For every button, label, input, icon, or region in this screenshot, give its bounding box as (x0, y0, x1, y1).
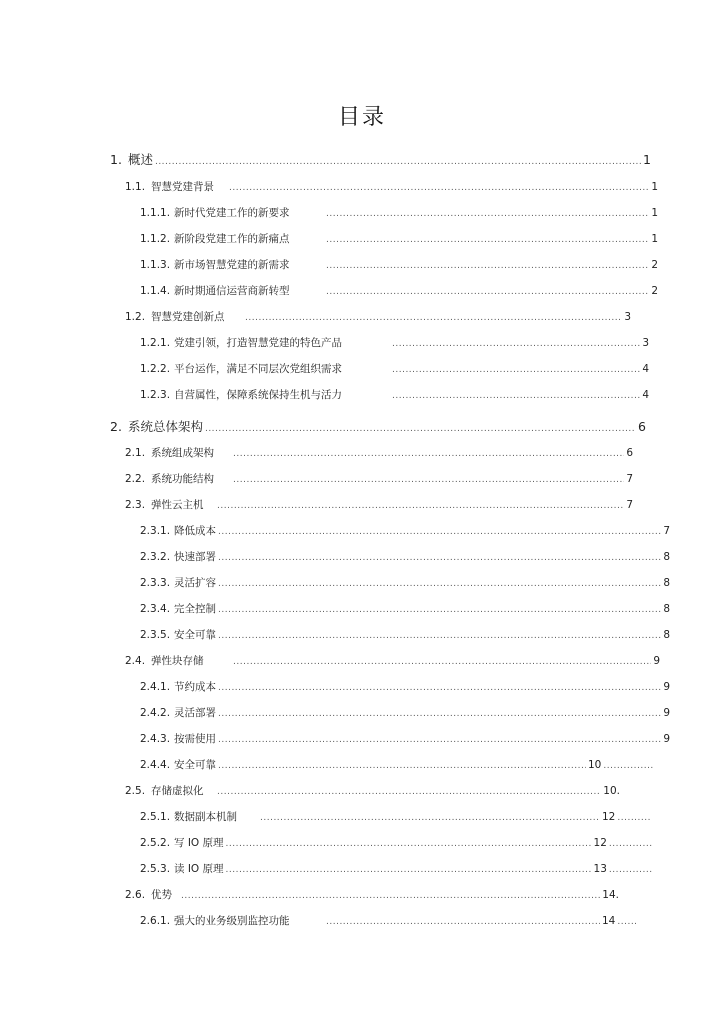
toc-entry-title: 自营属性，保障系统保持生机与活力 (174, 389, 342, 401)
toc-entry[interactable] (140, 362, 649, 377)
toc-entry[interactable] (140, 602, 670, 617)
toc-entry-number: 2.2. (125, 473, 146, 485)
toc-entry-title: 弹性云主机 (151, 499, 204, 511)
toc-entry[interactable] (125, 446, 633, 461)
toc-entry-title: 写 IO 原理 (174, 837, 224, 849)
toc-entry-page: 1 (651, 181, 658, 193)
toc-entry-number: 2.3.4. (140, 603, 171, 615)
toc-entry[interactable] (140, 862, 655, 877)
toc-entry-page: 6 (626, 447, 633, 459)
toc-entry-number: 1.2. (125, 311, 146, 323)
dot-leader (609, 837, 653, 851)
toc-entry-number: 1.1. (125, 181, 146, 193)
toc-entry-number: 2.5. (125, 785, 146, 797)
dot-leader (218, 733, 661, 747)
toc-entry-number: 2.6.1. (140, 915, 171, 927)
toc-entry-title: 系统组成架构 (151, 447, 215, 459)
toc-entry-number: 2.4.2. (140, 707, 171, 719)
toc-entry-title: 存储虚拟化 (151, 785, 204, 797)
toc-entry-page: 12 (593, 837, 607, 849)
dot-leader (326, 259, 649, 273)
toc-entry-number: 2.1. (125, 447, 146, 459)
toc-entry-title: 新时期通信运营商新转型 (174, 285, 290, 297)
toc-entry-number: 2.4.3. (140, 733, 171, 745)
toc-entry-number: 1.2.1. (140, 337, 171, 349)
toc-entry-page: 1 (651, 233, 658, 245)
dot-leader (326, 915, 600, 929)
dot-leader (245, 311, 622, 325)
toc-entry[interactable] (125, 310, 631, 325)
toc-entry[interactable] (140, 336, 649, 351)
dot-leader (326, 285, 649, 299)
dot-leader (326, 207, 649, 221)
toc-entry[interactable] (140, 628, 670, 643)
dot-leader (218, 525, 661, 539)
dot-leader (326, 233, 649, 247)
toc-entry-title: 平台运作，满足不同层次党组织需求 (174, 363, 342, 375)
toc-entry[interactable] (140, 232, 658, 247)
toc-entry-number: 2. (110, 419, 122, 434)
dot-leader (218, 577, 661, 591)
toc-entry[interactable] (140, 388, 649, 403)
toc-entry-number: 1. (110, 152, 122, 167)
toc-entry[interactable] (125, 784, 620, 799)
dot-leader (218, 603, 661, 617)
toc-title: 目录 (337, 105, 386, 130)
toc-entry-page: 12 (602, 811, 616, 823)
dot-leader (226, 863, 592, 877)
toc-entry-title: 弹性块存储 (151, 655, 204, 667)
toc-entry-number: 2.6. (125, 889, 146, 901)
dot-leader (217, 499, 624, 513)
dot-leader (392, 363, 640, 377)
toc-entry-title: 灵活部署 (174, 707, 216, 719)
toc-entry-number: 2.3.1. (140, 525, 171, 537)
toc-entry[interactable] (140, 258, 658, 273)
toc-entry[interactable] (110, 420, 646, 436)
toc-entry[interactable] (110, 153, 651, 169)
toc-entry-number: 2.3. (125, 499, 146, 511)
toc-entry[interactable] (140, 836, 655, 851)
toc-entry[interactable] (140, 550, 670, 565)
toc-entry-number: 2.3.5. (140, 629, 171, 641)
toc-entry-page: 9 (663, 707, 670, 719)
toc-entry-number: 1.1.3. (140, 259, 171, 271)
toc-entry[interactable] (140, 524, 670, 539)
toc-entry[interactable] (125, 180, 658, 195)
toc-entry-title: 党建引领，打造智慧党建的特色产品 (174, 337, 342, 349)
dot-leader (218, 707, 661, 721)
toc-entry[interactable] (140, 914, 640, 929)
toc-entry-number: 2.5.1. (140, 811, 171, 823)
toc-entry-page: 7 (626, 499, 633, 511)
dot-leader (617, 811, 650, 825)
toc-entry-number: 1.1.1. (140, 207, 171, 219)
toc-entry-page: 1 (651, 207, 658, 219)
toc-entry[interactable] (125, 654, 660, 669)
toc-entry-title: 智慧党建背景 (151, 181, 215, 193)
dot-leader (155, 155, 641, 169)
toc-entry-page: 3 (642, 337, 649, 349)
toc-entry-title: 安全可靠 (174, 629, 216, 641)
dot-leader (392, 337, 640, 351)
toc-entry-title: 优势 (151, 889, 173, 901)
toc-entry-title: 按需使用 (174, 733, 216, 745)
dot-leader (233, 447, 624, 461)
toc-entry-number: 1.2.3. (140, 389, 171, 401)
toc-entry-page: 7 (663, 525, 670, 537)
toc-entry-title: 安全可靠 (174, 759, 216, 771)
toc-entry[interactable] (140, 206, 658, 221)
toc-entry-page: 14 (602, 915, 616, 927)
toc-entry-title: 系统总体架构 (127, 419, 203, 434)
dot-leader (218, 759, 586, 773)
dot-leader (218, 629, 661, 643)
dot-leader (226, 837, 592, 851)
toc-entry[interactable] (140, 680, 670, 695)
toc-entry-number: 2.3.2. (140, 551, 171, 563)
toc-entry-page: 6 (638, 419, 646, 434)
toc-entry-number: 1.1.2. (140, 233, 171, 245)
toc-entry-number: 2.5.2. (140, 837, 171, 849)
toc-entry-title: 新市场智慧党建的新需求 (174, 259, 290, 271)
toc-entry-page: 10 (588, 759, 602, 771)
toc-entry-title: 新阶段党建工作的新痛点 (174, 233, 290, 245)
toc-entry-title: 智慧党建创新点 (151, 311, 225, 323)
toc-entry-page: 2 (651, 285, 658, 297)
dot-leader (617, 915, 638, 929)
toc-entry-title: 完全控制 (174, 603, 216, 615)
toc-entry-number: 2.5.3. (140, 863, 171, 875)
toc-entry-title: 新时代党建工作的新要求 (174, 207, 290, 219)
toc-entry-page: 8 (663, 629, 670, 641)
toc-entry[interactable] (140, 576, 670, 591)
toc-entry-title: 系统功能结构 (151, 473, 215, 485)
toc-entry[interactable] (125, 472, 633, 487)
toc-entry-number: 2.4.4. (140, 759, 171, 771)
dot-leader (233, 473, 624, 487)
toc-entry[interactable] (140, 758, 656, 773)
dot-leader (609, 863, 653, 877)
toc-entry-number: 1.2.2. (140, 363, 171, 375)
toc-entry[interactable] (140, 706, 670, 721)
dot-leader (260, 811, 600, 825)
toc-entry-page: 3 (624, 311, 631, 323)
toc-entry-page: 8 (663, 551, 670, 563)
dot-leader (229, 181, 649, 195)
toc-entry-title: 概述 (127, 152, 153, 167)
toc-entry-page: 10. (603, 785, 620, 797)
toc-entry[interactable] (125, 888, 619, 903)
dot-leader (218, 551, 661, 565)
toc-entry[interactable] (140, 810, 652, 825)
dot-leader (181, 889, 600, 903)
toc-entry-page: 7 (626, 473, 633, 485)
toc-entry-page: 9 (653, 655, 660, 667)
dot-leader (233, 655, 651, 669)
toc-entry-title: 强大的业务级别监控功能 (174, 915, 290, 927)
toc-entry-page: 13 (593, 863, 607, 875)
toc-entry-page: 9 (663, 733, 670, 745)
dot-leader (392, 389, 640, 403)
toc-entry-number: 2.4.1. (140, 681, 171, 693)
toc-entry-title: 灵活扩容 (174, 577, 216, 589)
dot-leader (603, 759, 654, 773)
toc-entry[interactable] (140, 732, 670, 747)
toc-entry-title: 节约成本 (174, 681, 216, 693)
toc-entry-page: 4 (642, 389, 649, 401)
dot-leader (217, 785, 601, 799)
dot-leader (218, 681, 661, 695)
toc-entry-page: 8 (663, 577, 670, 589)
toc-entry-page: 1 (643, 152, 651, 167)
toc-entry-number: 2.4. (125, 655, 146, 667)
toc-entry-title: 快速部署 (174, 551, 216, 563)
toc-entry-page: 8 (663, 603, 670, 615)
toc-entry-page: 2 (651, 259, 658, 271)
toc-entry-page: 4 (642, 363, 649, 375)
dot-leader (205, 422, 636, 436)
toc-entry-number: 1.1.4. (140, 285, 171, 297)
toc-entry-page: 14. (602, 889, 619, 901)
toc-entry-number: 2.3.3. (140, 577, 171, 589)
toc-entry-title: 降低成本 (174, 525, 216, 537)
toc-entry[interactable] (140, 284, 658, 299)
toc-entry[interactable] (125, 498, 633, 513)
toc-entry-title: 数据副本机制 (174, 811, 237, 823)
toc-entry-title: 读 IO 原理 (174, 863, 224, 875)
toc-entry-page: 9 (663, 681, 670, 693)
